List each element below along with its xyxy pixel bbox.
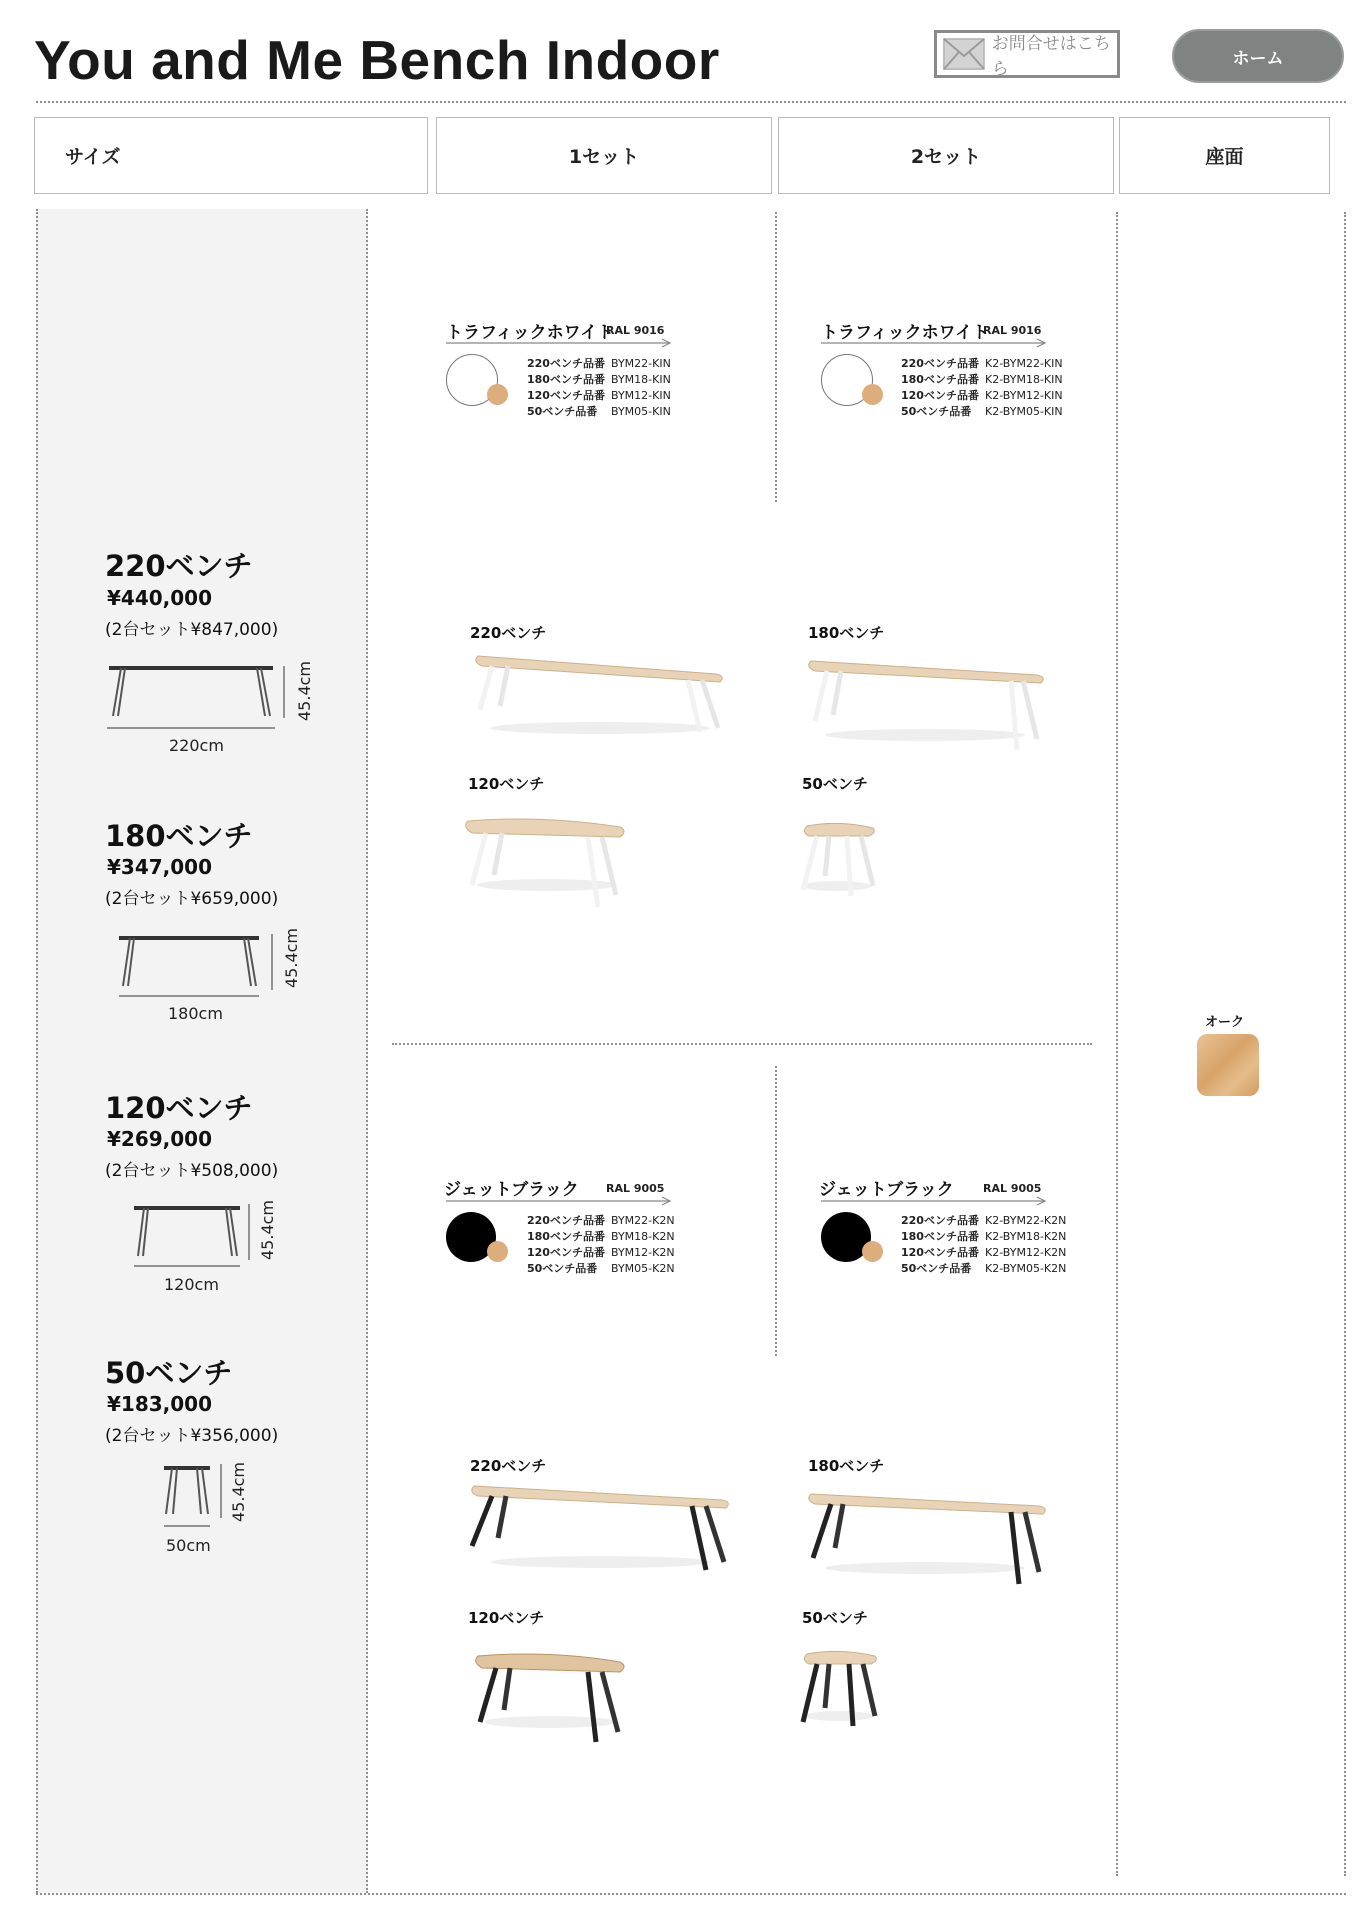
- code-row: 180ベンチ品番 K2-BYM18-KIN: [901, 373, 1063, 386]
- ral-code: RAL 9016: [983, 324, 1042, 337]
- size-price: ¥183,000: [107, 1392, 213, 1416]
- size-set-price: (2台セット¥356,000): [105, 1426, 279, 1446]
- width-label: 180cm: [168, 1004, 223, 1023]
- code-row: 220ベンチ品番 K2-BYM22-K2N: [901, 1214, 1067, 1227]
- code-row: 50ベンチ品番 BYM05-KIN: [527, 405, 671, 418]
- bench-dimension-drawing: [105, 660, 285, 730]
- size-price: ¥269,000: [107, 1127, 213, 1151]
- oak-seat-swatch: [1197, 1034, 1259, 1096]
- arrow-icon: [446, 1196, 676, 1206]
- home-button[interactable]: ホーム: [1172, 29, 1344, 83]
- arrow-icon: [821, 1196, 1051, 1206]
- height-label: 45.4cm: [295, 660, 314, 721]
- bench-image-black-120: [470, 1650, 630, 1750]
- header-cell-set2: [778, 117, 1114, 194]
- code-row: 120ベンチ品番 K2-BYM12-K2N: [901, 1246, 1067, 1259]
- dimension-line: [247, 1204, 251, 1260]
- contact-button[interactable]: [934, 30, 1120, 78]
- product-codes: [901, 1213, 1066, 1277]
- size-set-price: (2台セット¥508,000): [105, 1161, 279, 1181]
- header-cell-set1: [436, 117, 772, 194]
- product-codes: [527, 1213, 675, 1277]
- bench-label: 180ベンチ: [808, 1457, 885, 1475]
- contact-label: お問合せはこちら: [991, 34, 1111, 79]
- height-label: 45.4cm: [258, 1199, 277, 1260]
- bench-image-white-120: [462, 815, 632, 915]
- dimension-line: [219, 1464, 223, 1518]
- bench-label: 50ベンチ: [802, 1609, 868, 1627]
- code-row: 220ベンチ品番 BYM22-K2N: [527, 1214, 675, 1227]
- dimension-line: [270, 934, 274, 990]
- divider: [775, 212, 777, 502]
- size-name: 50ベンチ: [105, 1356, 233, 1390]
- bench-label: 120ベンチ: [468, 1609, 545, 1627]
- product-codes: [527, 356, 671, 420]
- bench-image-white-220: [470, 648, 730, 738]
- bench-label: 220ベンチ: [470, 1457, 547, 1475]
- color-name: ジェットブラック: [819, 1180, 954, 1200]
- size-price: ¥440,000: [107, 586, 213, 610]
- product-codes: [901, 356, 1063, 420]
- bench-label: 120ベンチ: [468, 775, 545, 793]
- divider: [1116, 212, 1118, 1876]
- header-cell-size: [34, 117, 428, 194]
- header-set2-label: 2セット: [910, 146, 982, 168]
- size-price: ¥347,000: [107, 855, 213, 879]
- header-cell-seat: [1119, 117, 1330, 194]
- divider: [36, 209, 38, 1893]
- divider: [36, 1893, 1346, 1895]
- bench-image-black-180: [805, 1488, 1055, 1588]
- oak-swatch-small: [862, 1241, 883, 1262]
- bench-dimension-drawing: [130, 1200, 250, 1270]
- page-title: You and Me Bench Indoor: [34, 29, 720, 91]
- code-row: 220ベンチ品番 K2-BYM22-KIN: [901, 357, 1063, 370]
- height-label: 45.4cm: [229, 1461, 248, 1522]
- divider: [1344, 212, 1346, 1876]
- seat-name: オーク: [1205, 1015, 1245, 1030]
- code-row: 120ベンチ品番 BYM12-KIN: [527, 389, 671, 402]
- code-row: 50ベンチ品番 BYM05-K2N: [527, 1262, 675, 1275]
- bench-dimension-drawing: [160, 1460, 220, 1530]
- bench-image-black-50: [795, 1648, 885, 1733]
- oak-swatch-small: [487, 1241, 508, 1262]
- code-row: 220ベンチ品番 BYM22-KIN: [527, 357, 671, 370]
- code-row: 50ベンチ品番 K2-BYM05-K2N: [901, 1262, 1067, 1275]
- bench-label: 180ベンチ: [808, 624, 885, 642]
- bench-dimension-drawing: [115, 930, 265, 1000]
- width-label: 50cm: [166, 1536, 211, 1555]
- bench-image-white-50: [795, 820, 880, 902]
- header-set1-label: 1セット: [568, 146, 640, 168]
- mail-icon: [943, 38, 982, 70]
- ral-code: RAL 9016: [606, 324, 665, 337]
- color-name: ジェットブラック: [444, 1180, 579, 1200]
- code-row: 180ベンチ品番 BYM18-K2N: [527, 1230, 675, 1243]
- code-row: 180ベンチ品番 K2-BYM18-K2N: [901, 1230, 1067, 1243]
- bench-image-white-180: [805, 655, 1050, 755]
- size-set-price: (2台セット¥847,000): [105, 620, 279, 640]
- size-name: 120ベンチ: [105, 1091, 253, 1125]
- bench-label: 50ベンチ: [802, 775, 868, 793]
- code-row: 180ベンチ品番 BYM18-KIN: [527, 373, 671, 386]
- arrow-icon: [821, 338, 1051, 348]
- code-row: 120ベンチ品番 BYM12-K2N: [527, 1246, 675, 1259]
- color-name: トラフィックホワイト: [446, 323, 615, 343]
- color-name: トラフィックホワイト: [821, 323, 990, 343]
- height-label: 45.4cm: [282, 927, 301, 988]
- divider: [775, 1066, 777, 1356]
- header-seat-label: 座面: [1205, 146, 1244, 168]
- bench-label: 220ベンチ: [470, 624, 547, 642]
- ral-code: RAL 9005: [606, 1182, 665, 1195]
- header-divider: [36, 101, 1346, 103]
- header-size-label: サイズ: [65, 146, 121, 168]
- code-row: 50ベンチ品番 K2-BYM05-KIN: [901, 405, 1063, 418]
- width-label: 120cm: [164, 1275, 219, 1294]
- divider: [392, 1043, 1092, 1045]
- size-set-price: (2台セット¥659,000): [105, 889, 279, 909]
- oak-swatch-small: [862, 384, 883, 405]
- oak-swatch-small: [487, 384, 508, 405]
- size-name: 220ベンチ: [105, 549, 253, 583]
- ral-code: RAL 9005: [983, 1182, 1042, 1195]
- code-row: 120ベンチ品番 K2-BYM12-KIN: [901, 389, 1063, 402]
- size-column: [36, 209, 368, 1893]
- arrow-icon: [446, 338, 676, 348]
- size-name: 180ベンチ: [105, 819, 253, 853]
- divider: [366, 209, 368, 1893]
- width-label: 220cm: [169, 736, 224, 755]
- bench-image-black-220: [466, 1478, 736, 1578]
